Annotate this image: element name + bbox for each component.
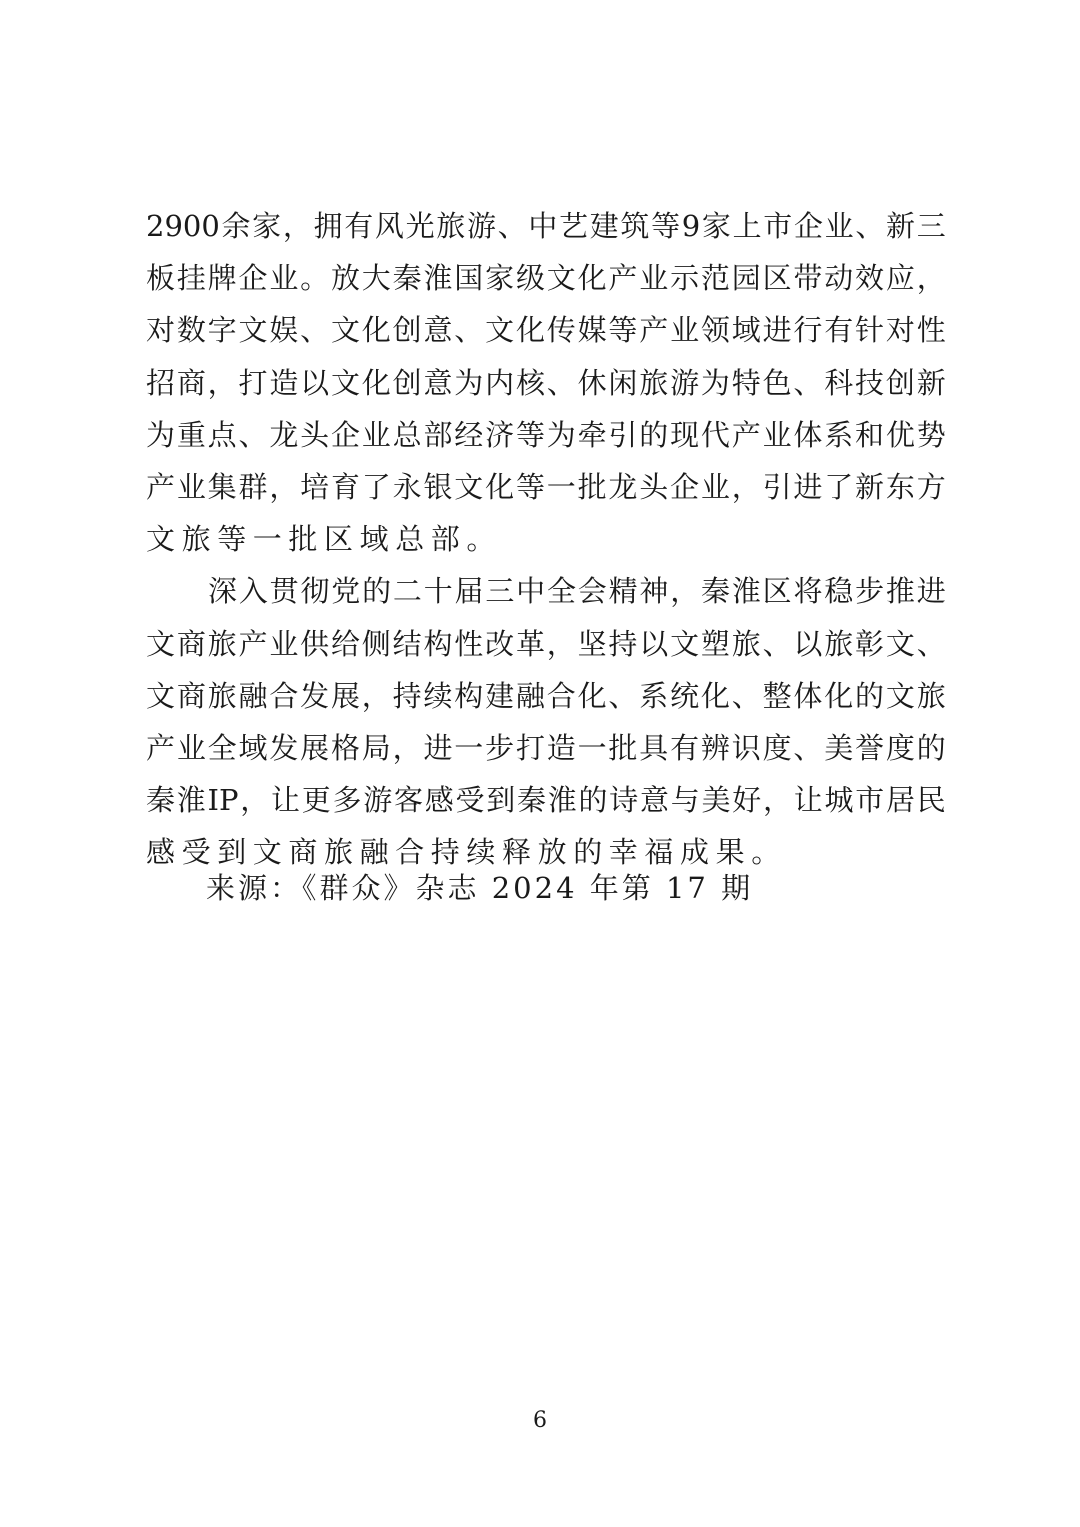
page-number: 6 [533, 1408, 547, 1433]
text-line: 招 商 ， 打 造 以 文 化 创 意 为 内 核 、 休 闲 旅 游 为 特 色 、 科 技 创 新 [146, 365, 946, 400]
text-line: 文 商 旅 融 合 发 展 ， 持 续 构 建 融 合 化 、 系 统 化 、 整 体 化 的 文 旅 [146, 678, 946, 713]
text-line: 感受到文商旅融合持续释放的幸福成果。 [146, 835, 787, 870]
source-citation: 来源：《群众》杂志 2024 年第 17 期 [206, 871, 754, 905]
text-line: 秦 淮 IP ， 让 更 多 游 客 感 受 到 秦 淮 的 诗 意 与 美 好 ， 让 城 市 居 民 [146, 783, 946, 818]
text-line: 产 业 集 群 ， 培 育 了 永 银 文 化 等 一 批 龙 头 企 业 ， 引 进 了 新 东 方 [146, 469, 946, 504]
text-line: 板 挂 牌 企 业 。 放 大 秦 淮 国 家 级 文 化 产 业 示 范 园 区 带 动 效 应 ， [146, 261, 946, 296]
text-line: 为 重 点 、 龙 头 企 业 总 部 经 济 等 为 牵 引 的 现 代 产 业 体 系 和 优 势 [146, 417, 946, 452]
text-line: 2900 余 家 ， 拥 有 风 光 旅 游 、 中 艺 建 筑 等 9 家 上 市 企 业 、 新 三 [146, 209, 946, 243]
text-line: 文 商 旅 产 业 供 给 侧 结 构 性 改 革 ， 坚 持 以 文 塑 旅 、 以 旅 彰 文 、 [146, 626, 946, 661]
text-line: 对 数 字 文 娱 、 文 化 创 意 、 文 化 传 媒 等 产 业 领 域 进 行 有 针 对 性 [146, 313, 946, 348]
text-line: 文旅等一批区域总部。 [146, 522, 503, 557]
article-body [146, 200, 946, 878]
text-line: 深 入 贯 彻 党 的 二 十 届 三 中 全 会 精 神 ， 秦 淮 区 将 稳 步 推 进 [208, 574, 946, 609]
text-line: 产 业 全 域 发 展 格 局 ， 进 一 步 打 造 一 批 具 有 辨 识 度 、 美 誉 度 的 [146, 730, 946, 765]
